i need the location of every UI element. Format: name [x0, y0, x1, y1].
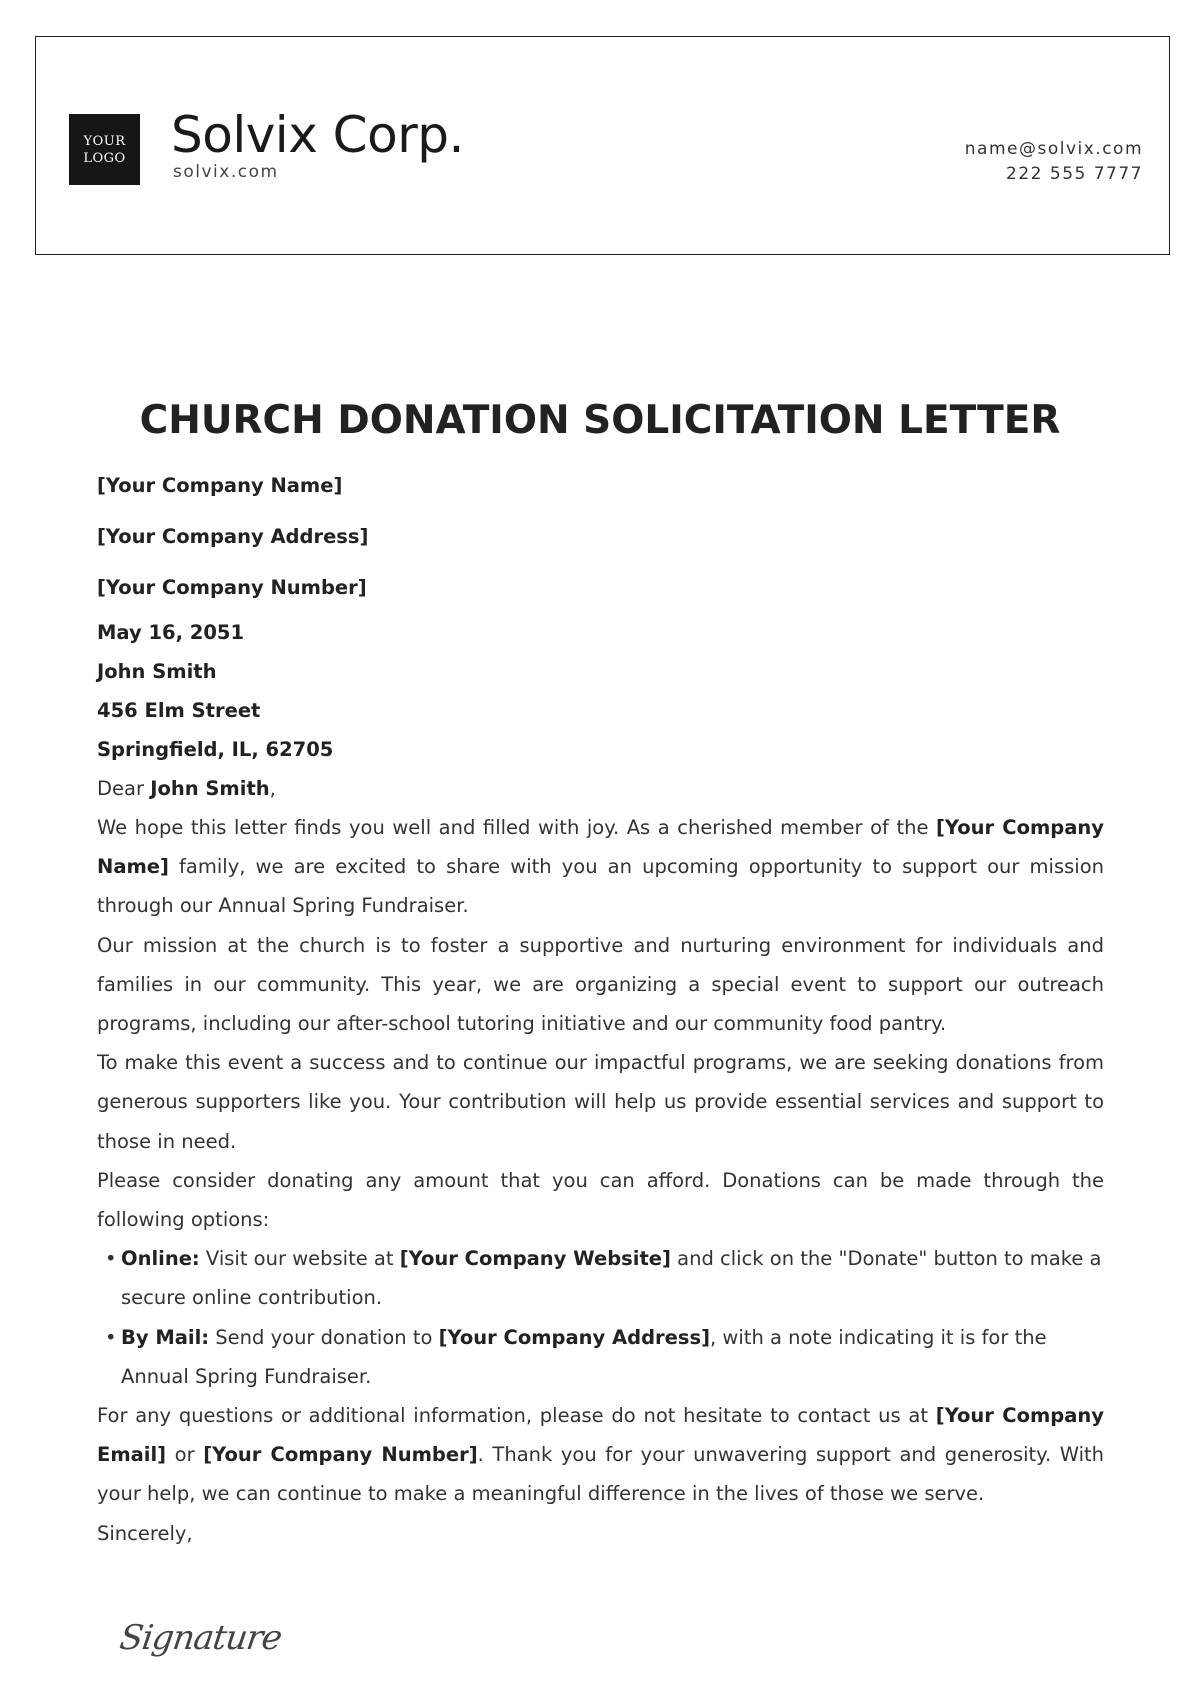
company-website: solvix.com: [173, 162, 279, 182]
recipient-city: Springfield, IL, 62705: [97, 738, 334, 761]
bullet-icon: •: [105, 1325, 117, 1349]
logo-line-2: LOGO: [83, 150, 126, 166]
donation-options-list: [97, 1239, 1104, 1396]
paragraph-contact-email: [Your Company Email]: [97, 1404, 1104, 1467]
paragraph-contact-text-3: . Thank you for your unwavering support and generosity. With your help, we can continue to make a meaningful difference in the lives of those we serve.: [97, 1443, 1104, 1506]
option-placeholder: [Your Company Website]: [399, 1247, 671, 1271]
sender-company-address: [Your Company Address]: [97, 525, 369, 548]
contact-email: name@solvix.com: [964, 139, 1143, 159]
option-placeholder: [Your Company Address]: [438, 1325, 711, 1349]
paragraph-intro: [97, 808, 1104, 926]
contact-phone: 222 555 7777: [1006, 164, 1143, 184]
recipient-street: 456 Elm Street: [97, 699, 261, 722]
greeting: [97, 769, 1104, 808]
sender-company-number: [Your Company Number]: [97, 576, 367, 599]
closing: Sincerely,: [97, 1521, 193, 1545]
company-name: Solvix Corp.: [171, 106, 464, 164]
option-label: By Mail:: [121, 1325, 210, 1349]
option-text-1: Visit our website at: [199, 1247, 400, 1271]
paragraph-contact: [97, 1396, 1104, 1514]
paragraph-contact-text-1: For any questions or additional information, please do not hesitate to contact us at: [97, 1404, 936, 1428]
letter-date: May 16, 2051: [97, 621, 245, 644]
option-text-1: Send your donation to: [209, 1325, 439, 1349]
greeting-suffix: ,: [269, 777, 276, 800]
list-item: [97, 1318, 1104, 1396]
letter-title: CHURCH DONATION SOLICITATION LETTER: [139, 398, 1061, 443]
paragraph-request: To make this event a success and to continue our impactful programs, we are seeking donations from generous supporters like you. Your contribution will help us provide essential services and support to those in need.: [97, 1051, 1104, 1153]
recipient-name: John Smith: [97, 660, 217, 683]
paragraph-options-intro: Please consider donating any amount that you can afford. Donations can be made through the following options:: [97, 1168, 1104, 1232]
company-logo: [69, 114, 140, 185]
paragraph-intro-company: [Your Company Name]: [97, 816, 1104, 879]
option-text-2: , with a note indicating it is for the Annual Spring Fundraiser.: [121, 1325, 1047, 1388]
sender-company-name: [Your Company Name]: [97, 474, 343, 497]
option-label: Online:: [121, 1247, 200, 1271]
option-text-2: and click on the "Donate" button to make a secure online contribution.: [121, 1247, 1102, 1310]
paragraph-intro-text-2: family, we are excited to share with you an upcoming opportunity to support our mission through our Annual Spring Fundraiser.: [97, 855, 1104, 918]
list-item: [97, 1239, 1104, 1317]
paragraph-mission: Our mission at the church is to foster a supportive and nurturing environment for individuals and families in our community. This year, we are organizing a special event to support our outreach programs, including our after-school tutoring initiative and our community food pantry.: [97, 933, 1104, 1036]
paragraph-contact-number: [Your Company Number]: [203, 1443, 478, 1467]
logo-line-1: YOUR: [83, 133, 126, 149]
bullet-icon: •: [105, 1247, 117, 1271]
greeting-prefix: Dear: [97, 777, 151, 800]
signature: Signature: [117, 1618, 284, 1658]
letter-body: [97, 472, 1104, 1553]
paragraph-intro-text-1: We hope this letter finds you well and filled with joy. As a cherished member of the: [97, 816, 936, 839]
contact-info: [965, 137, 1143, 187]
greeting-name: John Smith: [150, 777, 270, 800]
paragraph-contact-text-2: or: [166, 1443, 204, 1467]
letterhead: [35, 36, 1170, 255]
